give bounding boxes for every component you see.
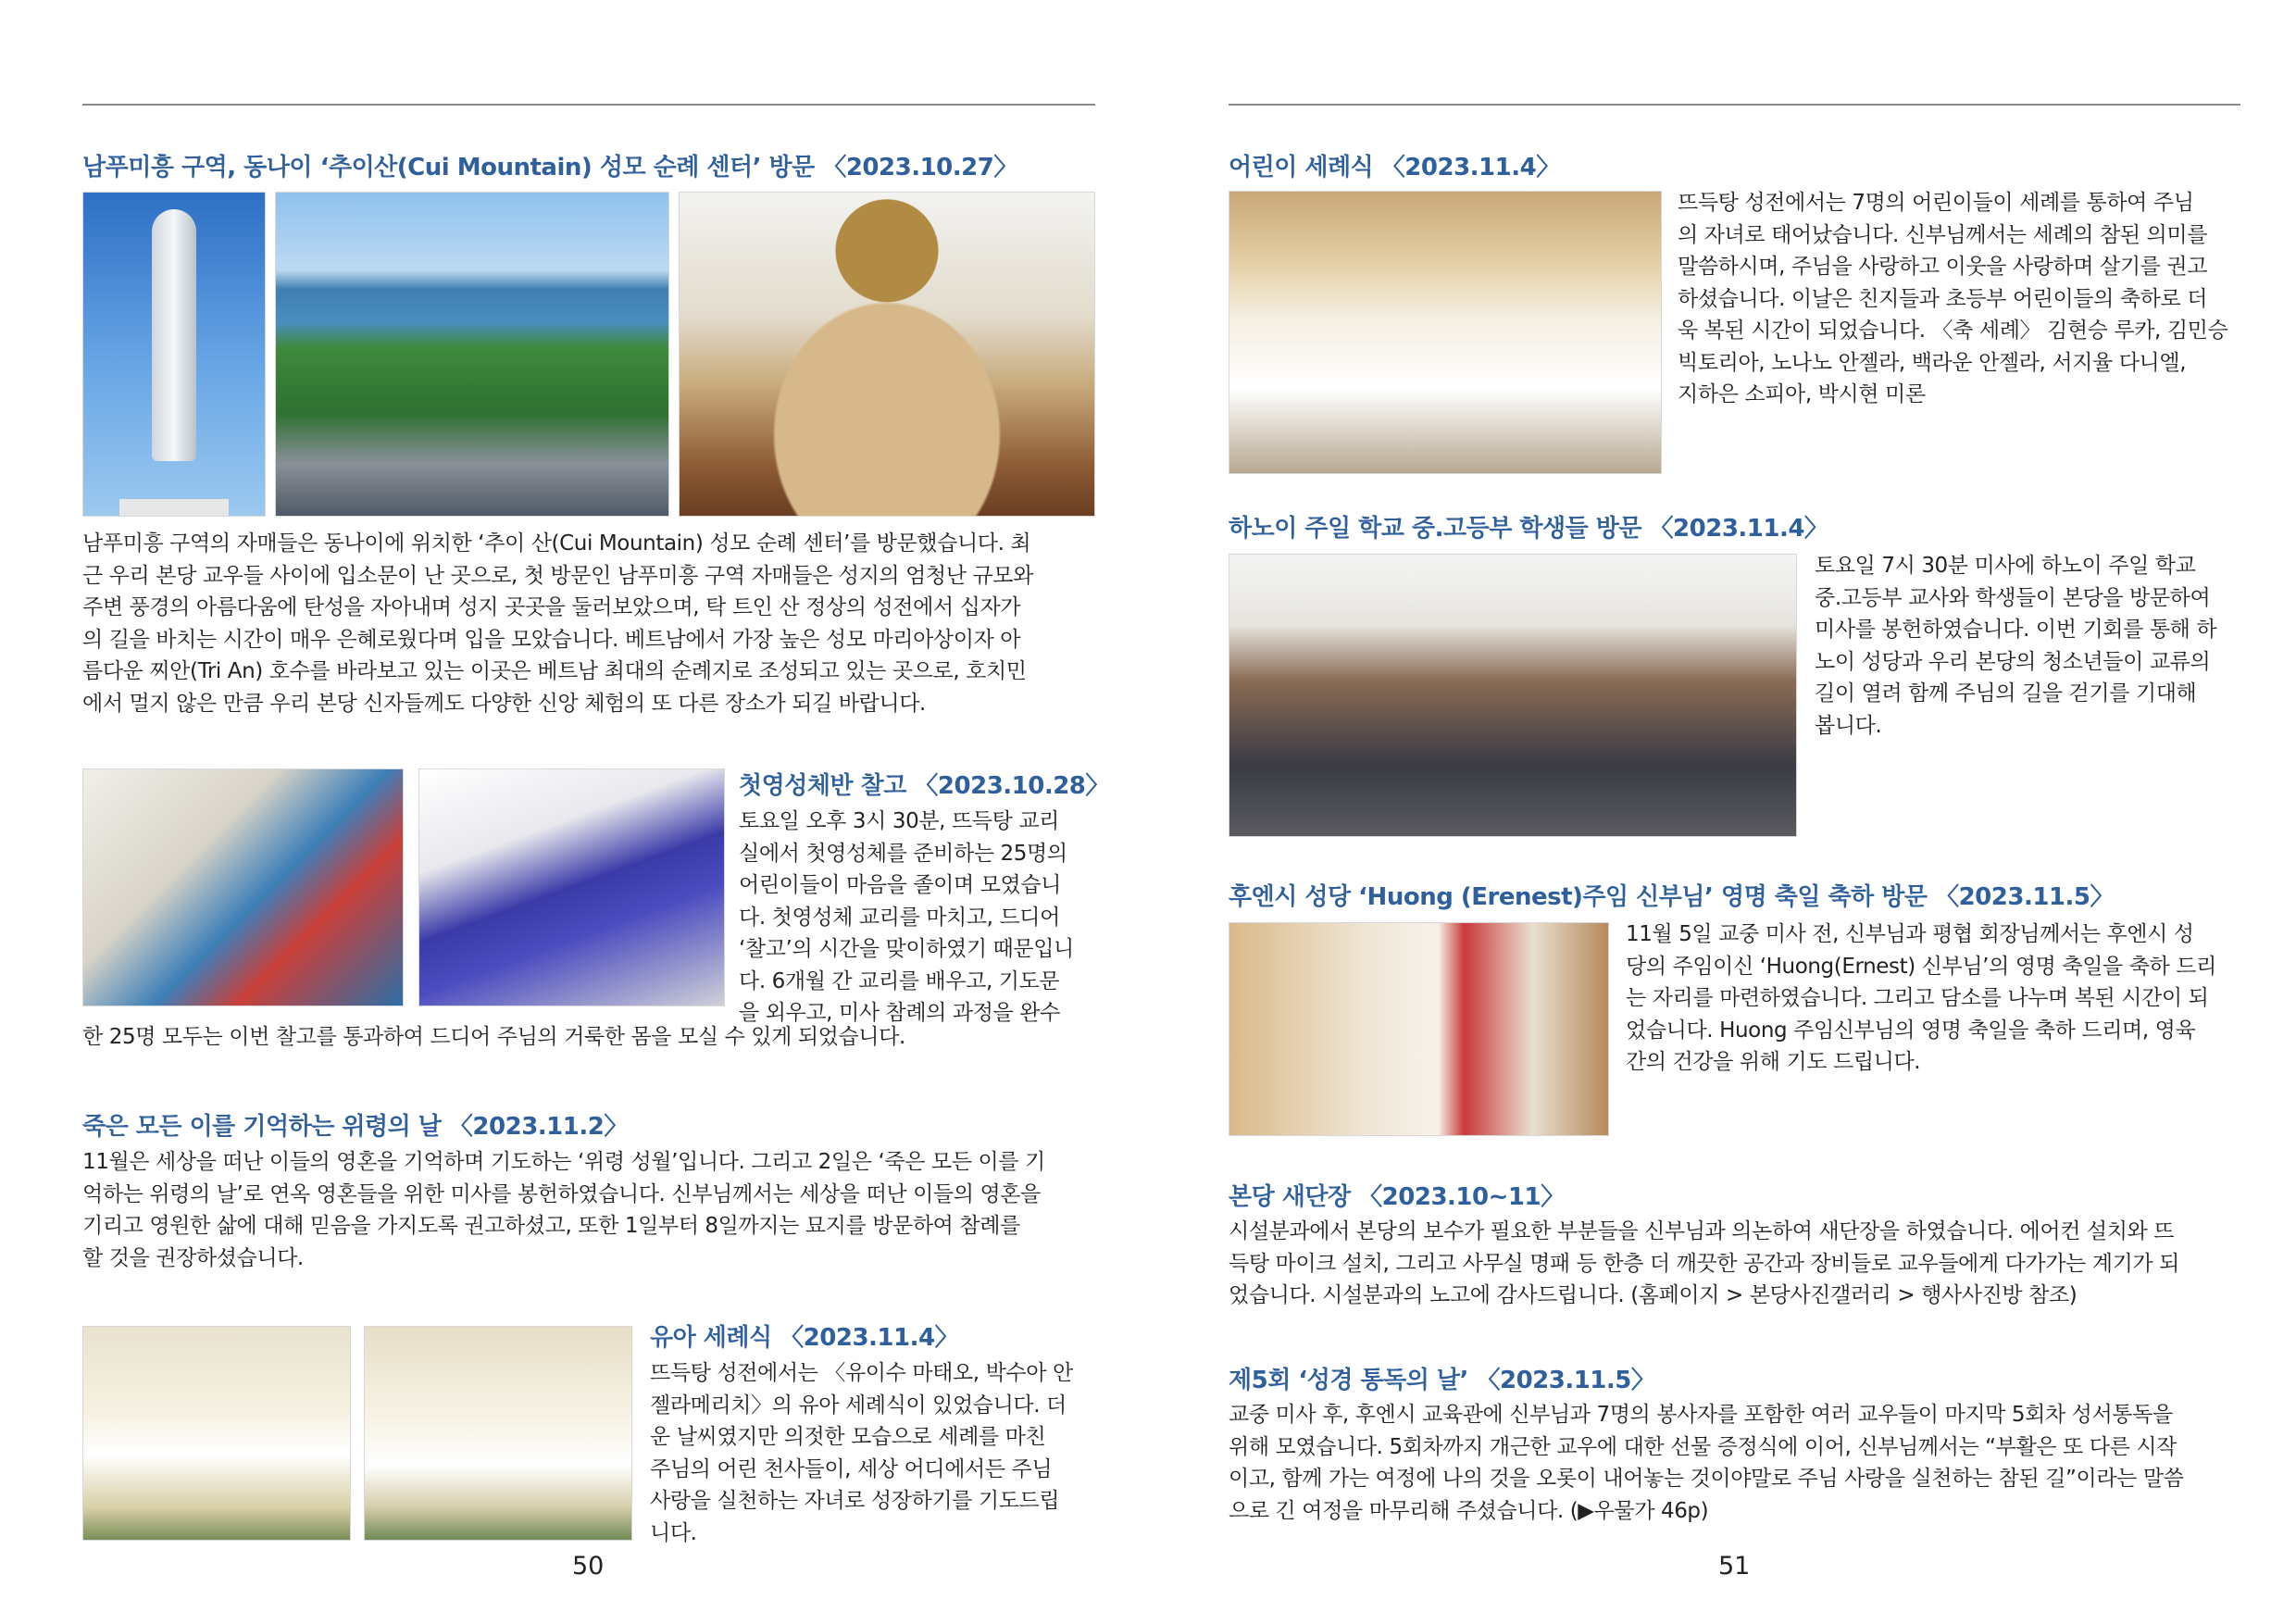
infant-baptism-photo-2 — [364, 1326, 632, 1541]
infant-baptism-photo-1 — [82, 1326, 351, 1541]
left-page-number: 50 — [572, 1552, 605, 1580]
left-section1-title: 남푸미흥 구역, 동나이 ‘추이산(Cui Mountain) 성모 순례 센터’ 방문 〈2023.10.27〉 — [82, 154, 1017, 181]
left-section3-body: 11월은 세상을 떠난 이들의 영혼을 기억하며 기도하는 ‘위령 성월’입니다. 그리고 2일은 ‘죽은 모든 이를 기 억하는 위령의 날’로 연옥 영혼들을 위한 미사를 봉헌하였습니다. 신부님께서는 세상을 떠난 이들의 영혼을 기리고 영원한 삶에 대해 믿음을 가지도록 권고하셨고, 또한 1일부터 8일까지는 묘지를 방문하여 참례를 할 것을 권장하셨습니다. — [82, 1150, 1045, 1270]
left-section2-body: 토요일 오후 3시 30분, 뜨득탕 교리 실에서 첫영성체를 준비하는 25명의 어린이들이 마음을 졸이며 모였습니 다. 첫영성체 교리를 마치고, 드디어 ‘찰고’의 시간을 맞이하였기 때문입니 다. 6개월 간 교리를 배우고, 기도문 을 외우고, 미사 참례의 과정을 완수 — [739, 809, 1074, 1025]
right-top-rule — [1229, 104, 2240, 106]
right-section5-body: 교중 미사 후, 후엔시 교육관에 신부님과 7명의 봉사자를 포함한 여러 교우들이 마지막 5회차 성서통독을 위해 모였습니다. 5회차까지 개근한 교우에 대한 선물 증정식에 이어, 신부님께서는 “부활은 또 다른 시작 이고, 함께 가는 여정에 나의 것을 오롯이 내어놓는 것이야말로 주님 사랑을 실천하는 참된 길”이라는 말씀 으로 긴 여정을 마무리해 주셨습니다. (▶우물가 46p) — [1229, 1403, 2184, 1523]
left-section3-title: 죽은 모든 이를 기억하는 위령의 날 〈2023.11.2〉 — [82, 1113, 628, 1141]
statue-photo — [82, 192, 266, 517]
catechism-photo-1 — [82, 768, 404, 1006]
altar-photo — [679, 192, 1095, 517]
child-baptism-photo — [1229, 191, 1662, 474]
right-page-number: 51 — [1718, 1552, 1751, 1580]
right-section1-body: 뜨득탕 성전에서는 7명의 어린이들이 세례를 통하여 주님 의 자녀로 태어났습니다. 신부님께서는 세례의 참된 의미를 말씀하시며, 주님을 사랑하고 이웃을 사랑하며 살기를 권고 하셨습니다. 이날은 친지들과 초등부 어린이들의 축하로 더 욱 복된 시간이 되었습니다. 〈축 세례〉 김현승 루카, 김민승 빅토리아, 노나노 안젤라, 백라운 안젤라, 서지율 다니엘, 지하은 소피아, 박시현 미론 — [1678, 191, 2228, 406]
right-section2-title: 하노이 주일 학교 중.고등부 학생들 방문 〈2023.11.4〉 — [1229, 515, 1828, 543]
hanoi-students-photo — [1229, 554, 1797, 837]
left-section4-body: 뜨득탕 성전에서는 〈유이수 마태오, 박수아 안 젤라메리치〉의 유아 세례식이 있었습니다. 더 운 날씨였지만 의젓한 모습으로 세례를 마친 주님의 어린 천사들이, 세상 어디에서든 주님 사랑을 실천하는 자녀로 성장하기를 기도드립 니다. — [650, 1361, 1073, 1545]
right-section5-title: 제5회 ‘성경 통독의 날’ 〈2023.11.5〉 — [1229, 1367, 1655, 1394]
left-section2-title: 첫영성체반 찰고 〈2023.10.28〉 — [739, 772, 1109, 800]
left-section4-title: 유아 세례식 〈2023.11.4〉 — [650, 1324, 959, 1352]
right-section2-body: 토요일 7시 30분 미사에 하노이 주일 학교 중.고등부 교사와 학생들이 본당을 방문하여 미사를 봉헌하였습니다. 이번 기회를 통해 하 노이 성당과 우리 본당의 청소년들이 교류의 길이 열려 함께 주님의 길을 걷기를 기대해 봅니다. — [1815, 554, 2217, 738]
left-section2-last-line: 한 25명 모두는 이번 찰고를 통과하여 드디어 주님의 거룩한 몸을 모실 수 있게 되었습니다. — [82, 1025, 905, 1049]
lake-group-photo — [275, 192, 669, 517]
right-section4-body: 시설분과에서 본당의 보수가 필요한 부분들을 신부님과 의논하여 새단장을 하였습니다. 에어컨 설치와 뜨 득탕 마이크 설치, 그리고 사무실 명패 등 한층 더 깨끗한 공간과 장비들로 교우들에게 다가가는 계기가 되 었습니다. 시설분과의 노고에 감사드립니다. (홈페이지 > 본당사진갤러리 > 행사사진방 참조) — [1229, 1219, 2179, 1307]
right-section3-title: 후엔시 성당 ‘Huong (Erenest)주임 신부님’ 영명 축일 축하 방문 〈2023.11.5〉 — [1229, 883, 2114, 911]
catechism-photo-2 — [418, 768, 725, 1006]
right-section1-title: 어린이 세례식 〈2023.11.4〉 — [1229, 154, 1560, 181]
right-section4-title: 본당 새단장 〈2023.10~11〉 — [1229, 1183, 1565, 1211]
left-top-rule — [82, 104, 1095, 106]
feast-day-visit-photo — [1229, 922, 1609, 1136]
right-section3-body: 11월 5일 교중 미사 전, 신부님과 평협 회장님께서는 후엔시 성 당의 주임이신 ‘Huong(Ernest) 신부님’의 영명 축일을 축하 드리 는 자리를 마련하였습니다. 그리고 담소를 나누며 복된 시간이 되 었습니다. Huong 주임신부님의 영명 축일을 축하 드리며, 영육 간의 건강을 위해 기도 드립니다. — [1626, 922, 2216, 1074]
left-section1-body: 남푸미흥 구역의 자매들은 동나이에 위치한 ‘추이 산(Cui Mountain) 성모 순례 센터’를 방문했습니다. 최 근 우리 본당 교우들 사이에 입소문이 난 곳으로, 첫 방문인 남푸미흥 구역 자매들은 성지의 엄청난 규모와 주변 풍경의 아름다움에 탄성을 자아내며 성지 곳곳을 둘러보았으며, 탁 트인 산 정상의 성전에서 십자가 의 길을 바치는 시간이 매우 은혜로웠다며 입을 모았습니다. 베트남에서 가장 높은 성모 마리아상이자 아 름다운 찌안(Tri An) 호수를 바라보고 있는 이곳은 베트남 최대의 순례지로 조성되고 있는 곳으로, 호치민 에서 멀지 않은 만큼 우리 본당 신자들께도 다양한 신앙 체험의 또 다른 장소가 되길 바랍니다. — [82, 531, 1033, 716]
